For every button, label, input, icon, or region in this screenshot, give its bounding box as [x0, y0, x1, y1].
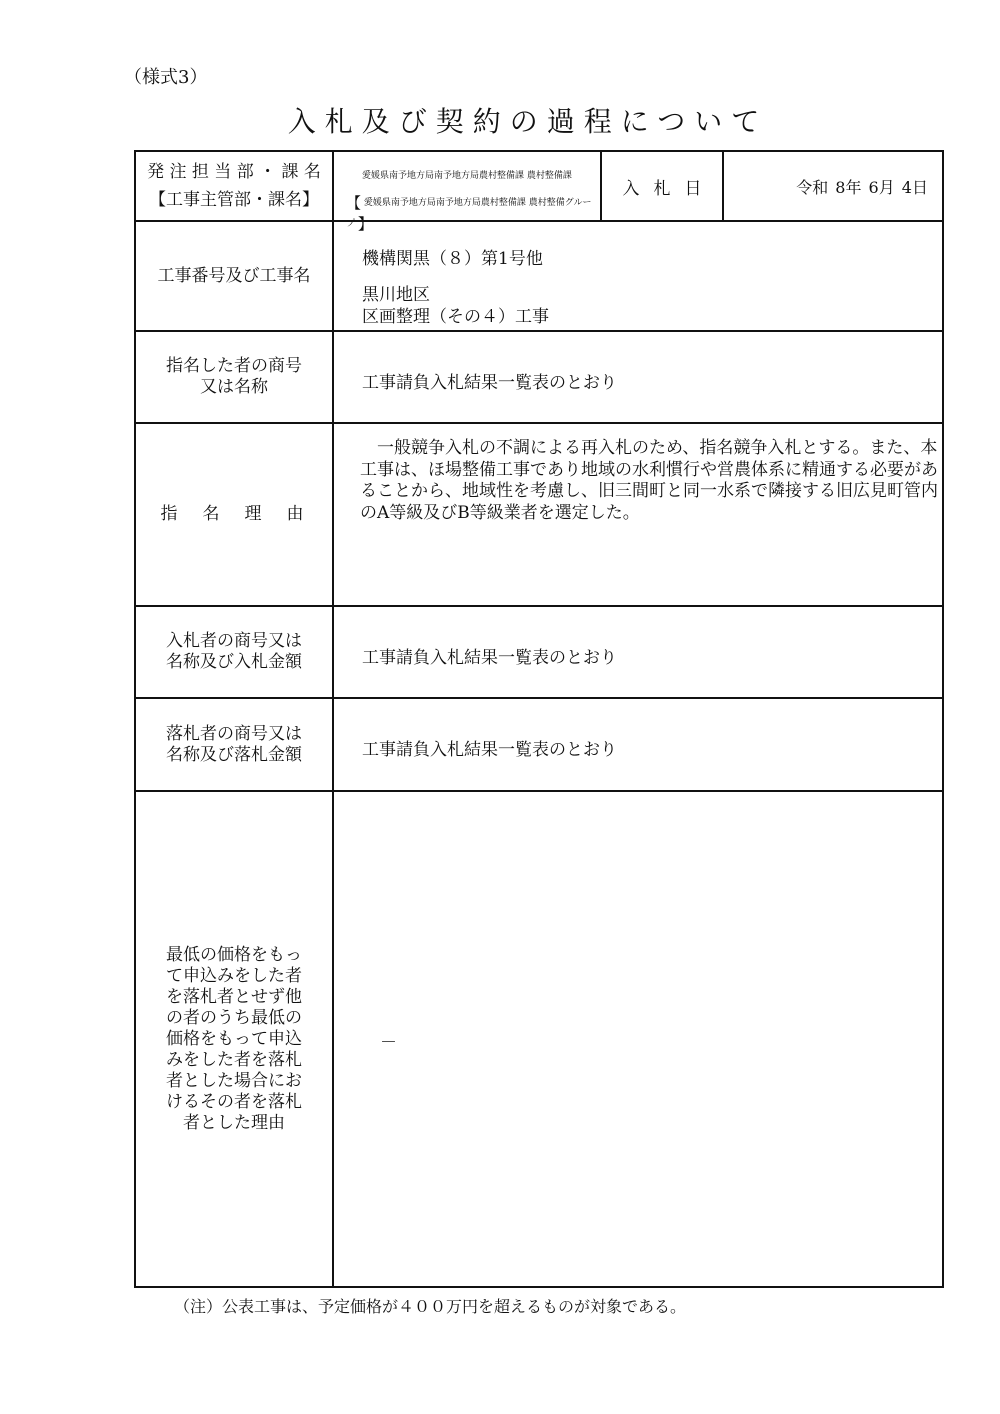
- nominated-label-line2: 又は名称: [200, 377, 268, 397]
- bidders-label-line2: 名称及び入札金額: [166, 652, 302, 672]
- nomination-reason-row: [136, 424, 942, 607]
- non-lowest-label-line: 最低の価格をもっ: [166, 944, 302, 965]
- bracket-close: 】: [357, 215, 373, 233]
- bidders-row: [136, 607, 942, 699]
- document-title: 入札及び契約の過程について: [287, 105, 769, 138]
- footnote: （注）公表工事は、予定価格が４００万円を超えるものが対象である。: [174, 1297, 687, 1316]
- non-lowest-reason-row: [136, 792, 942, 1286]
- nominated-row: [136, 332, 942, 424]
- non-lowest-label-line: を落札者とせず他: [166, 986, 302, 1007]
- non-lowest-label-line: 価格をもって申込: [166, 1028, 302, 1049]
- bid-date-value: 令和 8年 6月 4日: [796, 177, 928, 197]
- non-lowest-reason-cell: [334, 792, 942, 1286]
- non-lowest-reason-label-cell: [136, 792, 334, 1286]
- non-lowest-label-line: て申込みをした者: [166, 965, 302, 986]
- bracket-open: 【: [346, 194, 362, 212]
- winner-value-cell: [334, 699, 942, 790]
- nomination-reason-label: 指 名 理 由: [136, 424, 334, 605]
- project-district: 黒川地区: [362, 285, 430, 305]
- dept-label-cell: [136, 152, 334, 220]
- dept-value-line2: 愛媛県南予地方局南予地方局農村整備課 農村整備グループ: [346, 198, 592, 229]
- nomination-reason-text: 一般競争入札の不調による再入札のため、指名競争入札とする。また、本工事は、ほ場整備工事であり地域の水利慣行や営農体系に精通する必要があることから、地域性を考慮し、旧三間町と同一水系で隣接する旧広見町管内のA等級及びB等級業者を選定した。: [360, 438, 938, 523]
- bidders-label-line1: 入札者の商号又は: [166, 631, 302, 651]
- dept-value-line1: 愛媛県南予地方局南予地方局農村整備課 農村整備課: [362, 171, 572, 181]
- non-lowest-label-line: けるその者を落札: [166, 1091, 302, 1112]
- non-lowest-label-line: 者とした理由: [183, 1112, 285, 1133]
- winner-label-line2: 名称及び落札金額: [166, 744, 302, 765]
- bid-date-label: 入札日: [602, 152, 724, 220]
- project-number: 機構関黒（８）第1号他: [362, 249, 543, 269]
- bidders-label-cell: [136, 607, 334, 697]
- winner-label-cell: [136, 699, 334, 790]
- bid-process-table: [134, 150, 944, 1288]
- non-lowest-reason-value: －: [380, 1033, 397, 1053]
- dept-label-line2: 【工事主管部・課名】: [148, 190, 319, 210]
- non-lowest-label-line: 者とした場合にお: [166, 1070, 302, 1091]
- nominated-label-line1: 指名した者の商号: [166, 356, 302, 376]
- non-lowest-label-line: の者のうち最低の: [166, 1007, 302, 1028]
- header-values: [334, 152, 942, 233]
- winner-label-line1: 落札者の商号又は: [166, 723, 302, 744]
- nominated-value-cell: [334, 332, 942, 422]
- non-lowest-label-line: みをした者を落札: [166, 1049, 302, 1070]
- nominated-label-cell: [136, 332, 334, 422]
- project-row: [136, 222, 942, 332]
- bidders-value: 工事請負入札結果一覧表のとおり: [362, 648, 617, 668]
- winner-row: [136, 699, 942, 792]
- dept-value-cell: [334, 152, 602, 233]
- dept-label-line1: 発 注 担 当 部 ・ 課 名: [147, 162, 321, 182]
- project-name: 区画整理（その４）工事: [362, 307, 549, 327]
- project-label: 工事番号及び工事名: [136, 222, 334, 330]
- winner-value: 工事請負入札結果一覧表のとおり: [362, 740, 617, 760]
- header-row: [136, 152, 942, 233]
- nomination-reason-cell: [334, 424, 942, 605]
- form-number-label: （様式3）: [124, 67, 208, 88]
- project-value-cell: [334, 222, 942, 330]
- nominated-value: 工事請負入札結果一覧表のとおり: [362, 373, 617, 393]
- bidders-value-cell: [334, 607, 942, 697]
